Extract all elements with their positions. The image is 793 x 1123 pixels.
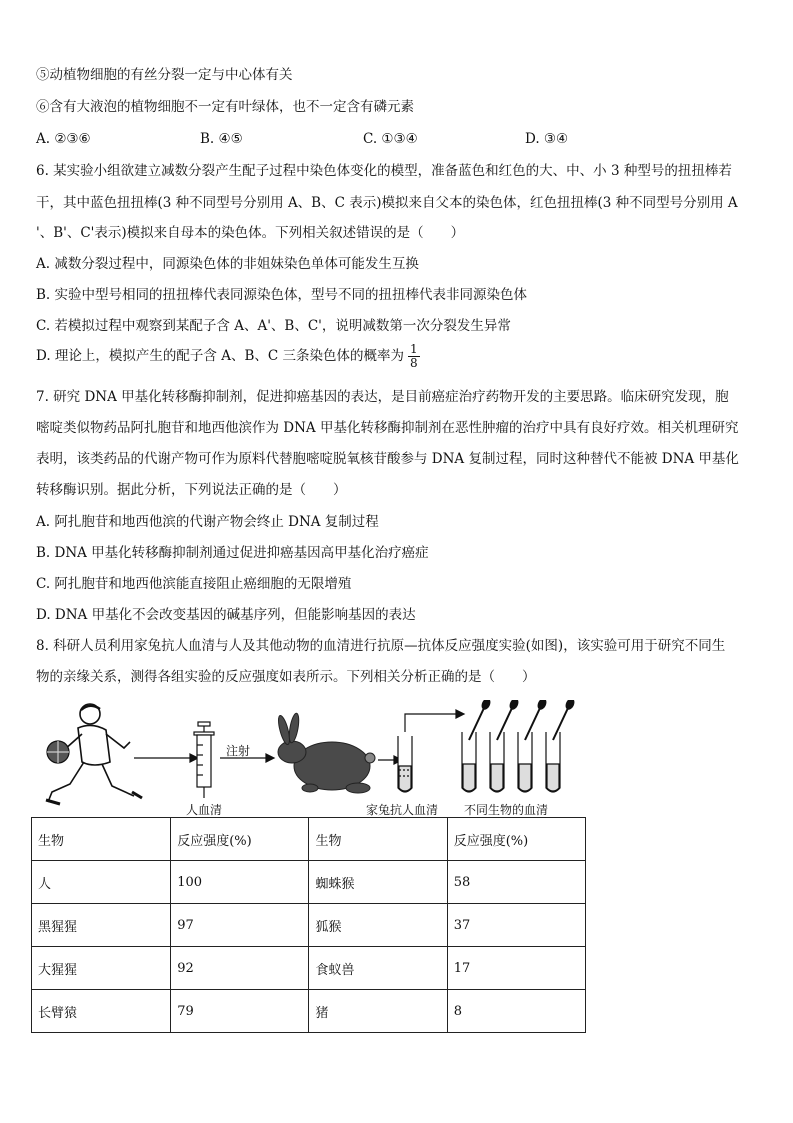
q5-option-b: B. ④⑤ <box>200 131 243 147</box>
table-row <box>32 861 586 904</box>
table-cell: 人 <box>32 861 171 904</box>
q6-stem-line-1: 6. 某实验小组欲建立减数分裂产生配子过程中染色体变化的模型，准备蓝色和红色的大、中、小 3 种型号的扭扭棒若 <box>36 163 732 179</box>
reaction-strength-table <box>31 817 586 1033</box>
q6-option-c: C. 若模拟过程中观察到某配子含 A、A'、B、C'，说明减数第一次分裂发生异常 <box>36 318 511 334</box>
q8-stem-line-1: 8. 科研人员利用家兔抗人血清与人及其他动物的血清进行抗原—抗体反应强度实验(如图)，该实验可用于研究不同生 <box>36 638 726 654</box>
table-cell: 58 <box>447 861 585 904</box>
arrow-icon <box>134 754 198 762</box>
table-row <box>32 904 586 947</box>
table-cell: 长臂猿 <box>32 990 171 1033</box>
fraction-denominator: 8 <box>410 356 418 370</box>
table-cell: 79 <box>171 990 309 1033</box>
q7-stem-line-4: 转移酶识别。据此分析，下列说法正确的是（ ） <box>36 482 347 498</box>
q7-option-d: D. DNA 甲基化不会改变基因的碱基序列，但能影响基因的表达 <box>36 607 416 623</box>
table-cell: 猪 <box>309 990 447 1033</box>
table-cell: 食蚁兽 <box>309 947 447 990</box>
label-different-organism-serum: 不同生物的血清 <box>464 803 549 817</box>
q5-item-5: ⑤动植物细胞的有丝分裂一定与中心体有关 <box>36 67 293 83</box>
table-cell: 大猩猩 <box>32 947 171 990</box>
q6-option-d-fraction <box>408 343 420 370</box>
q7-stem-line-2: 嘧啶类似物药品阿扎胞苷和地西他滨作为 DNA 甲基化转移酶抑制剂在恶性肿瘤的治疗中具有良好疗效。相关机理研究 <box>36 420 739 436</box>
rabbit-icon <box>276 713 375 793</box>
fraction-numerator: 1 <box>410 342 418 356</box>
q5-item-6: ⑥含有大液泡的植物细胞不一定有叶绿体，也不一定含有磷元素 <box>36 99 414 115</box>
q8-stem-line-2: 物的亲缘关系，测得各组实验的反应强度如表所示。下列相关分析正确的是（ ） <box>36 669 536 685</box>
table-header-cell: 反应强度(%) <box>171 818 309 861</box>
q7-stem-line-3: 表明，该类药品的代谢产物可作为原料代替胞嘧啶脱氧核苷酸参与 DNA 复制过程，同时这种替代不能被 DNA 甲基化 <box>36 451 739 467</box>
table-cell: 37 <box>447 904 585 947</box>
q6-option-a: A. 减数分裂过程中，同源染色体的非姐妹染色单体可能发生互换 <box>36 256 419 272</box>
label-rabbit-anti-human-serum: 家兔抗人血清 <box>366 803 439 817</box>
table-cell: 黑猩猩 <box>32 904 171 947</box>
experiment-figure <box>40 700 590 818</box>
table-cell: 蜘蛛猴 <box>309 861 447 904</box>
test-tube-icon <box>462 732 476 792</box>
label-human-serum: 人血清 <box>186 803 223 817</box>
q6-option-b: B. 实验中型号相同的扭扭棒代表同源染色体，型号不同的扭扭棒代表非同源染色体 <box>36 287 528 303</box>
q7-option-c: C. 阿扎胞苷和地西他滨能直接阻止癌细胞的无限增殖 <box>36 576 352 592</box>
table-cell: 92 <box>171 947 309 990</box>
table-header-cell: 生物 <box>32 818 171 861</box>
arrow-icon <box>405 710 464 732</box>
test-tube-icon <box>518 732 532 792</box>
table-cell: 97 <box>171 904 309 947</box>
table-cell: 100 <box>171 861 309 904</box>
q6-stem-line-3: '、B'、C'表示)模拟来自母本的染色体。下列相关叙述错误的是（ ） <box>36 225 465 241</box>
table-header-cell: 反应强度(%) <box>447 818 585 861</box>
table-header-row <box>32 818 586 861</box>
table-cell: 17 <box>447 947 585 990</box>
q5-option-d: D. ③④ <box>525 131 569 147</box>
table-row <box>32 990 586 1033</box>
q7-stem-line-1: 7. 研究 DNA 甲基化转移酶抑制剂，促进抑癌基因的表达，是目前癌症治疗药物开发的主要思路。临床研究发现，胞 <box>36 389 729 405</box>
test-tube-rack-icon <box>462 732 560 792</box>
test-tube-icon <box>490 732 504 792</box>
q5-option-a: A. ②③⑥ <box>36 131 91 147</box>
q5-option-c: C. ①③④ <box>363 131 418 147</box>
q7-option-a: A. 阿扎胞苷和地西他滨的代谢产物会终止 DNA 复制过程 <box>36 514 379 530</box>
q6-option-d <box>36 343 420 370</box>
label-inject: 注射 <box>226 744 251 758</box>
test-tube-icon <box>398 736 412 792</box>
syringe-icon <box>194 722 214 798</box>
q6-option-d-text: D. 理论上，模拟产生的配子含 A、B、C 三条染色体的概率为 <box>36 348 405 364</box>
table-header-cell: 生物 <box>309 818 447 861</box>
basketball-icon <box>47 741 69 763</box>
table-cell: 狐猴 <box>309 904 447 947</box>
q7-option-b: B. DNA 甲基化转移酶抑制剂通过促进抑癌基因高甲基化治疗癌症 <box>36 545 429 561</box>
table-row <box>32 947 586 990</box>
q6-stem-line-2: 干，其中蓝色扭扭棒(3 种不同型号分别用 A、B、C 表示)模拟来自父本的染色体，红色扭扭棒(3 种不同型号分别用 A <box>36 195 738 211</box>
table-cell: 8 <box>447 990 585 1033</box>
test-tube-icon <box>546 732 560 792</box>
